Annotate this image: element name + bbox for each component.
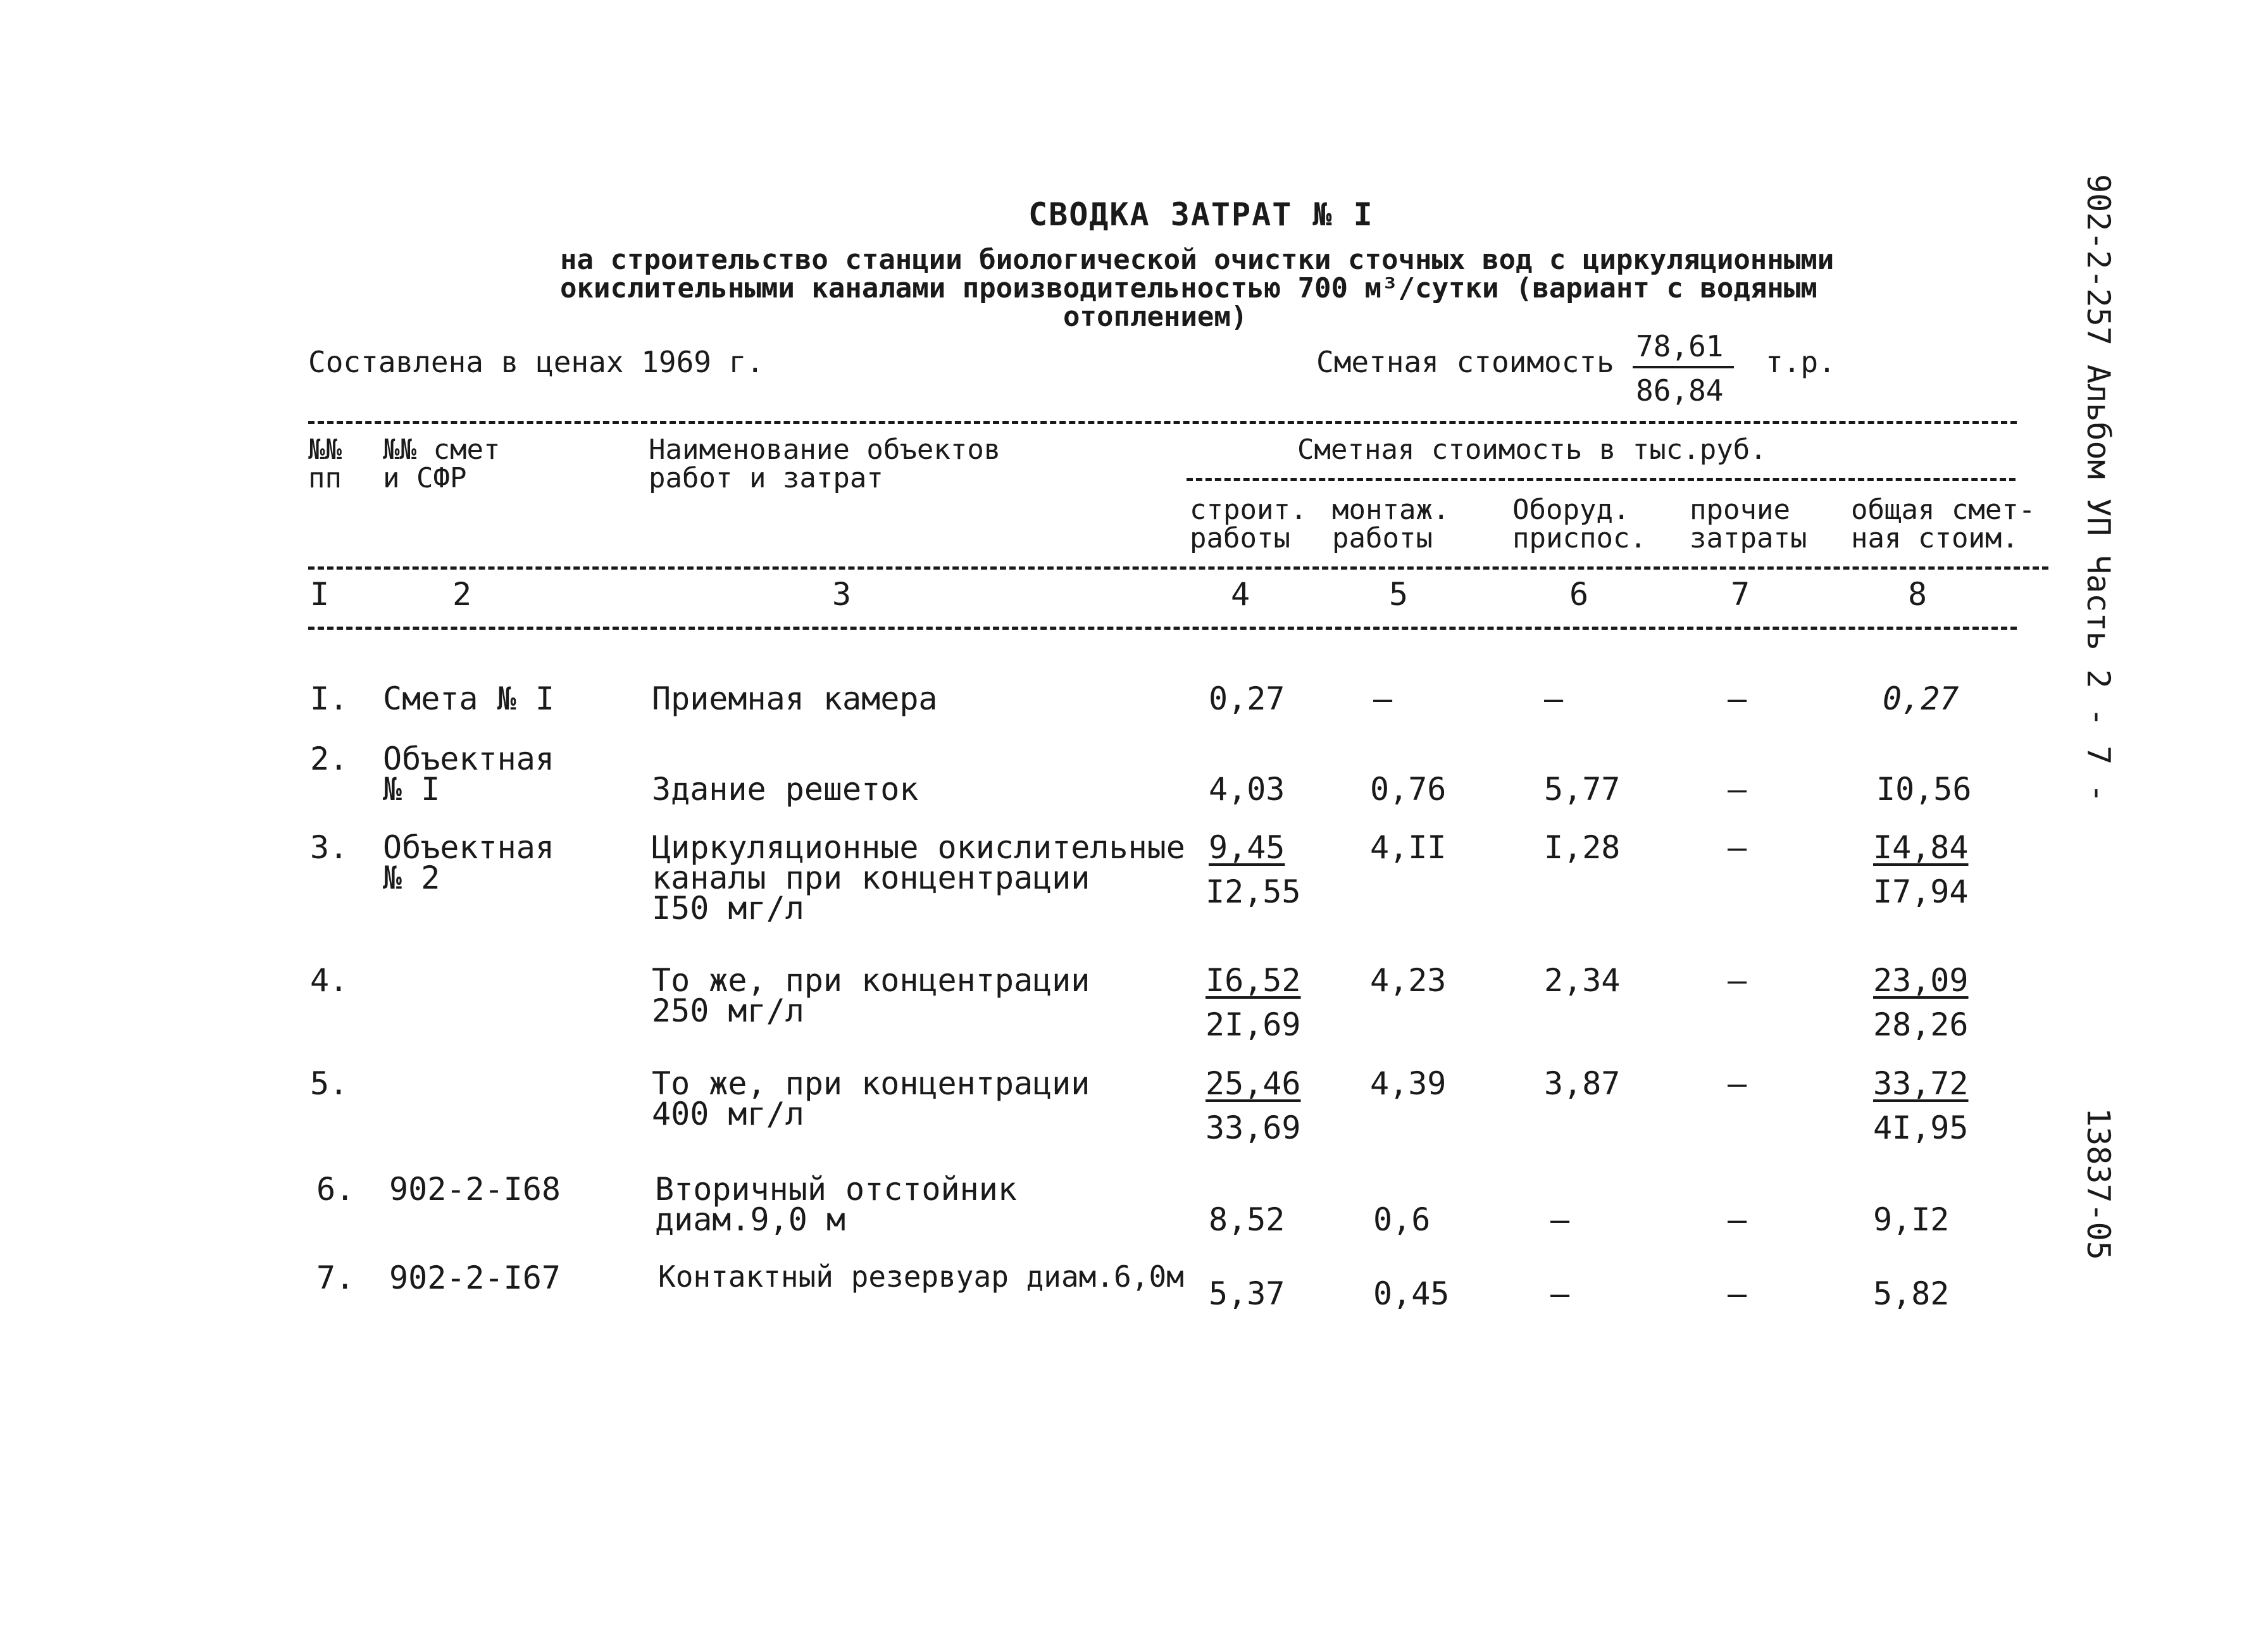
smeta-ref: Смета № I: [383, 680, 554, 717]
smeta-ref-2: № 2: [383, 860, 440, 896]
prices-note: Составлена в ценах 1969 г.: [308, 345, 764, 379]
column-number: 2: [452, 576, 472, 613]
installation-cost: 0,6: [1373, 1201, 1431, 1238]
other-cost: –: [1728, 1275, 1747, 1312]
row-number: 7.: [316, 1260, 355, 1296]
installation-cost: 4,II: [1370, 829, 1447, 866]
row-number: 5.: [310, 1065, 349, 1102]
other-cost: –: [1728, 962, 1747, 999]
side-doc-number: 13837-05: [2080, 1108, 2117, 1260]
smeta-ref: 902-2-I68: [389, 1171, 561, 1208]
construction-cost-alt: I2,55: [1206, 873, 1301, 910]
construction-cost: I6,52: [1206, 962, 1301, 999]
cost-group-header: Сметная стоимость в тыс.руб.: [1297, 434, 1767, 466]
work-name: То же, при концентрации: [652, 962, 1090, 999]
header-top-rule: [308, 421, 2017, 424]
smeta-ref-2: № I: [383, 771, 440, 808]
installation-cost: 4,39: [1370, 1065, 1447, 1102]
column-number: 3: [832, 576, 852, 613]
row-number: I.: [310, 680, 349, 717]
total-cost: I0,56: [1876, 771, 1972, 808]
installation-cost: –: [1373, 680, 1393, 717]
col6-header-2: приспос.: [1512, 522, 1647, 554]
total-cost: I4,84: [1873, 829, 1969, 866]
equipment-cost: 5,77: [1544, 771, 1621, 808]
row-number: 3.: [310, 829, 349, 866]
construction-cost: 8,52: [1209, 1201, 1285, 1238]
column-number: 5: [1389, 576, 1409, 613]
construction-cost: 9,45: [1209, 829, 1285, 866]
subtitle-line-2: окислительными каналами производительностью 700 м³/сутки (вариант с водяным: [560, 272, 1817, 304]
total-cost: 0,27: [1883, 680, 1959, 717]
cost-top-value: 78,61: [1636, 329, 1724, 363]
other-cost: –: [1728, 1201, 1747, 1238]
cost-label: Сметная стоимость: [1316, 345, 1614, 379]
installation-cost: 0,45: [1373, 1275, 1450, 1312]
smeta-ref: 902-2-I67: [389, 1260, 561, 1296]
col4-header-1: строит.: [1190, 494, 1307, 526]
construction-cost: 4,03: [1209, 771, 1285, 808]
equipment-cost: 3,87: [1544, 1065, 1621, 1102]
total-cost-alt: 4I,95: [1873, 1110, 1969, 1146]
col5-header-1: монтаж.: [1332, 494, 1450, 526]
col7-header-1: прочие: [1690, 494, 1790, 526]
group-rule: [1187, 478, 2016, 481]
work-name: Контактный резервуар диам.6,0м: [658, 1260, 1184, 1294]
cost-fraction-line: [1633, 366, 1734, 368]
total-cost-alt: 28,26: [1873, 1006, 1969, 1043]
side-album-label: 902-2-257 Альбом УП Часть 2 - 7 -: [2080, 174, 2117, 803]
other-cost: –: [1728, 1065, 1747, 1102]
column-number: 8: [1908, 576, 1928, 613]
col6-header-1: Оборуд.: [1512, 494, 1630, 526]
installation-cost: 4,23: [1370, 962, 1447, 999]
construction-cost: 25,46: [1206, 1065, 1301, 1102]
total-cost: 23,09: [1873, 962, 1969, 999]
work-name-3: I50 мг/л: [652, 890, 804, 927]
col3-header-2: работ и затрат: [649, 462, 883, 494]
work-name: Циркуляционные окислительные: [652, 829, 1185, 866]
equipment-cost: I,28: [1544, 829, 1621, 866]
other-cost: –: [1728, 680, 1747, 717]
equipment-cost: –: [1550, 1201, 1570, 1238]
column-number: 6: [1569, 576, 1589, 613]
subtitle-line-3: отоплением): [1063, 301, 1248, 333]
construction-cost: 0,27: [1209, 680, 1285, 717]
equipment-cost: 2,34: [1544, 962, 1621, 999]
col2-header-1: №№ смет: [383, 434, 501, 466]
work-name: Приемная камера: [652, 680, 938, 717]
other-cost: –: [1728, 829, 1747, 866]
column-number: 7: [1731, 576, 1750, 613]
row-number: 4.: [310, 962, 349, 999]
document-title: СВОДКА ЗАТРАТ № I: [1028, 196, 1374, 233]
column-numbers-rule: [308, 627, 2017, 630]
work-name-2: каналы при концентрации: [652, 860, 1090, 896]
row-number: 2.: [310, 741, 349, 777]
total-cost: 33,72: [1873, 1065, 1969, 1102]
col1-header-2: пп: [308, 462, 342, 494]
work-name: То же, при концентрации: [652, 1065, 1090, 1102]
construction-cost-alt: 33,69: [1206, 1110, 1301, 1146]
col2-header-2: и СФР: [383, 462, 467, 494]
work-name-2: 400 мг/л: [652, 1096, 804, 1132]
other-cost: –: [1728, 771, 1747, 808]
column-number: 4: [1231, 576, 1250, 613]
smeta-ref: Объектная: [383, 829, 554, 866]
col8-header-2: ная стоим.: [1851, 522, 2019, 554]
header-bottom-rule: [308, 566, 2048, 570]
col8-header-1: общая смет-: [1851, 494, 2036, 526]
smeta-ref: Объектная: [383, 741, 554, 777]
col1-header-1: №№: [308, 434, 342, 466]
work-name: Здание решеток: [652, 771, 919, 808]
cost-unit: т.р.: [1766, 345, 1836, 379]
equipment-cost: –: [1544, 680, 1564, 717]
construction-cost: 5,37: [1209, 1275, 1285, 1312]
work-name-2: диам.9,0 м: [655, 1201, 846, 1238]
col7-header-2: затраты: [1690, 522, 1807, 554]
col4-header-2: работы: [1190, 522, 1290, 554]
col5-header-2: работы: [1332, 522, 1433, 554]
cost-bottom-value: 86,84: [1636, 373, 1724, 408]
column-number: I: [310, 576, 330, 613]
row-number: 6.: [316, 1171, 355, 1208]
work-name-2: 250 мг/л: [652, 992, 804, 1029]
total-cost: 9,I2: [1873, 1201, 1950, 1238]
work-name: Вторичный отстойник: [655, 1171, 1017, 1208]
total-cost-alt: I7,94: [1873, 873, 1969, 910]
total-cost: 5,82: [1873, 1275, 1950, 1312]
subtitle-line-1: на строительство станции биологической очистки сточных вод с циркуляционными: [560, 244, 1835, 276]
col3-header-1: Наименование объектов: [649, 434, 1001, 466]
installation-cost: 0,76: [1370, 771, 1447, 808]
construction-cost-alt: 2I,69: [1206, 1006, 1301, 1043]
equipment-cost: –: [1550, 1275, 1570, 1312]
